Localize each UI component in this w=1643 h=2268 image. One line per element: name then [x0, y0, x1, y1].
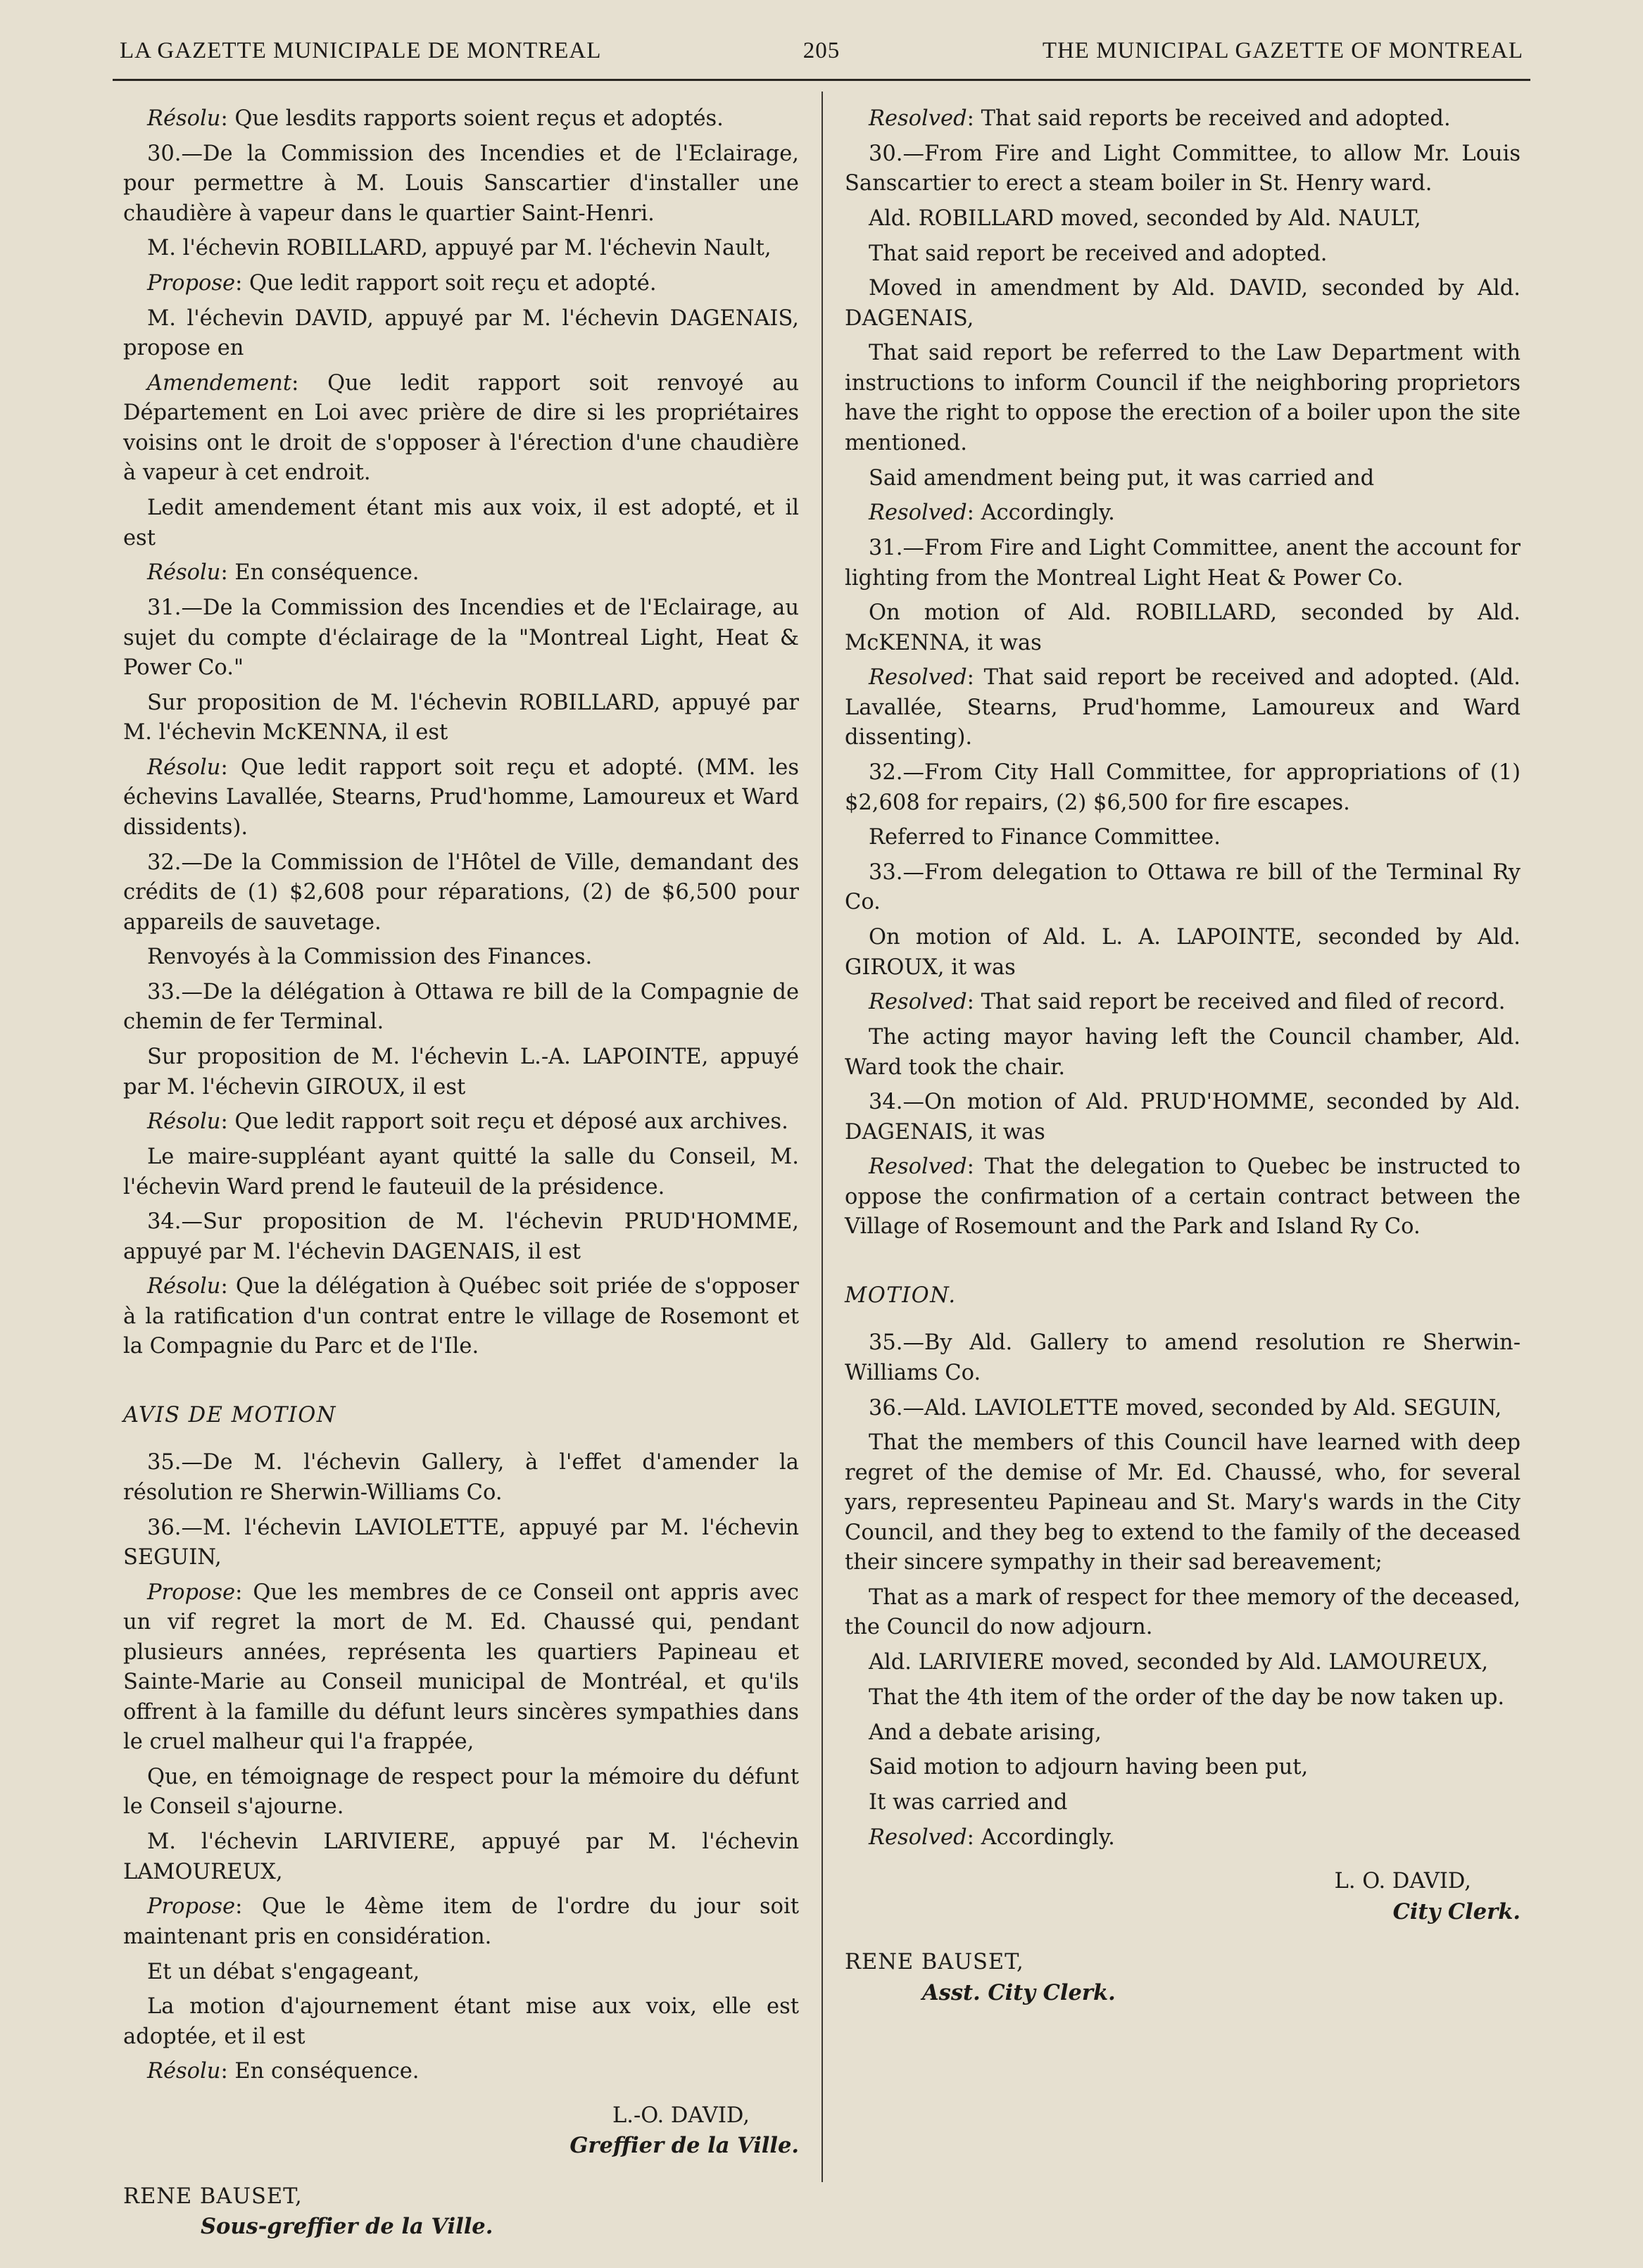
french-motions — [123, 1448, 799, 2087]
paragraph-text: : That said reports be received and adopted. — [967, 106, 1451, 131]
paragraph-text: Referred to Finance Committee. — [869, 825, 1221, 850]
paragraph-text: : That said report be received and filed of record. — [967, 990, 1506, 1015]
paragraph-text: That said report be received and adopted. — [869, 241, 1328, 266]
paragraph-text: It was carried and — [869, 1789, 1068, 1815]
paragraph-text: 31.—From Fire and Light Committee, anent the account for lighting from the Montreal Light Heat & Power Co. — [845, 536, 1521, 591]
paragraph-text: : Que la délégation à Québec soit priée de s'opposer à la ratification d'un contrat entre le village de Rosemont et la Compagnie du Parc et de l'Ile. — [123, 1274, 799, 1359]
french-assistant-signature — [123, 2182, 799, 2242]
english-section-title: MOTION. — [845, 1283, 957, 1308]
paragraph — [845, 1583, 1521, 1643]
paragraph — [123, 848, 799, 938]
paragraph — [845, 598, 1521, 658]
paragraph — [123, 139, 799, 229]
paragraph-text: 33.—De la délégation à Ottawa re bill de la Compagnie de chemin de fer Terminal. — [123, 979, 799, 1035]
paragraph — [845, 1788, 1521, 1818]
paragraph-text: 34.—On motion of Ald. PRUD'HOMME, seconded by Ald. DAGENAIS, it was — [845, 1090, 1521, 1145]
paragraph-text: 32.—De la Commission de l'Hôtel de Ville, demandant des crédits de (1) $2,608 pour réparations, (2) de $6,500 pour appareils de sauvetage. — [123, 850, 799, 935]
paragraph — [123, 269, 799, 299]
resolution-keyword: Propose — [147, 1894, 236, 1920]
paragraph — [845, 823, 1521, 853]
header-english-title: THE MUNICIPAL GAZETTE OF MONTREAL — [1042, 38, 1523, 63]
paragraph — [845, 1718, 1521, 1749]
paragraph — [845, 204, 1521, 234]
paragraph-text: : En conséquence. — [220, 2059, 420, 2084]
paragraph-text: Moved in amendment by Ald. DAVID, seconded by Ald. DAGENAIS, — [845, 276, 1521, 331]
paragraph-text: On motion of Ald. L. A. LAPOINTE, seconded by Ald. GIROUX, it was — [845, 925, 1521, 980]
paragraph — [845, 988, 1521, 1018]
english-column — [845, 104, 1521, 2008]
paragraph — [123, 978, 799, 1038]
paragraph — [845, 339, 1521, 458]
paragraph — [845, 1683, 1521, 1713]
english-assistant-signature — [845, 1948, 1521, 2008]
paragraph-text: That said report be referred to the Law Department with instructions to inform Council if the neighboring proprietors have the right to oppose the erection of a boiler upon the site mentioned. — [845, 341, 1521, 455]
paragraph — [845, 1328, 1521, 1388]
paragraph-text: M. l'échevin LARIVIERE, appuyé par M. l'échevin LAMOUREUX, — [123, 1829, 799, 1884]
paragraph — [845, 663, 1521, 753]
paragraph — [123, 753, 799, 843]
paragraph-text: : That the delegation to Quebec be instructed to oppose the confirmation of a certain contract between the Village of Rosemount and the Park and Island Ry Co. — [845, 1154, 1521, 1240]
paragraph-text: On motion of Ald. ROBILLARD, seconded by Ald. McKENNA, it was — [845, 600, 1521, 655]
resolution-keyword: Propose — [147, 1580, 236, 1605]
paragraph — [845, 1428, 1521, 1578]
paragraph — [845, 1152, 1521, 1242]
paragraph-text: 36.—Ald. LAVIOLETTE moved, seconded by Ald. SEGUIN, — [869, 1395, 1502, 1420]
paragraph — [123, 688, 799, 748]
paragraph-text: Ald. ROBILLARD moved, seconded by Ald. NAULT, — [869, 206, 1421, 231]
paragraph-text: : Que les membres de ce Conseil ont appris avec un vif regret la mort de M. Ed. Chaussé qui, pendant plusieurs années, représenta les quartiers Papineau et Sainte-Marie au Conseil municipal de Montréal, et qu'ils offrent à la famille du défunt leurs sincères sympathies dans le cruel malheur qui l'a frappée, — [123, 1580, 799, 1755]
resolution-keyword: Resolved — [869, 106, 967, 131]
resolution-keyword: Resolved — [869, 990, 967, 1015]
english-motions — [845, 1328, 1521, 1853]
paragraph-text: Le maire-suppléant ayant quitté la salle du Conseil, M. l'échevin Ward prend le fauteuil de la présidence. — [123, 1145, 799, 1199]
resolution-keyword: Propose — [147, 271, 236, 296]
paragraph — [123, 1448, 799, 1508]
paragraph — [123, 1042, 799, 1102]
resolution-keyword: Resolved — [869, 500, 967, 526]
header-rule — [113, 79, 1530, 81]
paragraph-text: That as a mark of respect for thee memory of the deceased, the Council do now adjourn. — [845, 1585, 1521, 1640]
paragraph — [123, 234, 799, 264]
paragraph-text: 35.—De M. l'échevin Gallery, à l'effet d'amender la résolution re Sherwin-Williams Co. — [123, 1450, 799, 1505]
paragraph — [123, 1578, 799, 1758]
paragraph — [123, 1142, 799, 1202]
clerk-title: Greffier de la Ville. — [569, 2133, 799, 2159]
paragraph — [123, 1958, 799, 1988]
paragraph — [845, 923, 1521, 983]
paragraph-text: 31.—De la Commission des Incendies et de l'Eclairage, au sujet du compte d'éclairage de la "Montreal Light, Heat & Power Co." — [123, 596, 799, 680]
paragraph — [123, 2057, 799, 2087]
running-header — [120, 38, 1523, 73]
paragraph-text: 33.—From delegation to Ottawa re bill of the Terminal Ry Co. — [845, 859, 1521, 915]
paragraph-text: 34.—Sur proposition de M. l'échevin PRUD'HOMME, appuyé par M. l'échevin DAGENAIS, il est — [123, 1209, 799, 1264]
paragraph — [845, 858, 1521, 918]
paragraph-text: Sur proposition de M. l'échevin ROBILLARD, appuyé par M. l'échevin McKENNA, il est — [123, 690, 799, 745]
assistant-clerk-title: Sous-greffier de la Ville. — [201, 2214, 493, 2240]
paragraph — [845, 1823, 1521, 1853]
paragraph-text: Ald. LARIVIERE moved, seconded by Ald. LAMOUREUX, — [869, 1650, 1489, 1675]
resolution-keyword: Résolu — [147, 106, 221, 131]
paragraph — [845, 1088, 1521, 1147]
paragraph-text: The acting mayor having left the Council chamber, Ald. Ward took the chair. — [845, 1025, 1521, 1080]
assistant-clerk-title: Asst. City Clerk. — [922, 1979, 1116, 2005]
paragraph-text: Et un débat s'engageant, — [147, 1959, 420, 1984]
paragraph-text: 30.—De la Commission des Incendies et de l'Eclairage, pour permettre à M. Louis Sanscartier d'installer une chaudière à vapeur dans le quartier Saint-Henri. — [123, 141, 799, 226]
paragraph — [845, 534, 1521, 593]
paragraph — [123, 1207, 799, 1267]
paragraph — [845, 1753, 1521, 1783]
paragraph — [845, 498, 1521, 529]
paragraph — [123, 943, 799, 973]
paragraph-text: And a debate arising, — [869, 1720, 1102, 1745]
paragraph-text: Said motion to adjourn having been put, — [869, 1755, 1309, 1780]
paragraph-text: : Accordingly. — [967, 500, 1115, 526]
resolution-keyword: Résolu — [147, 1109, 221, 1135]
paragraph — [845, 139, 1521, 199]
resolution-keyword: Resolved — [869, 665, 967, 691]
resolution-keyword: Resolved — [869, 1154, 967, 1180]
column-divider — [822, 92, 823, 2182]
paragraph-text: : Accordingly. — [967, 1825, 1115, 1850]
paragraph-text: : En conséquence. — [220, 560, 420, 586]
paragraph — [845, 104, 1521, 134]
paragraph-text: That the 4th item of the order of the day be now taken up. — [869, 1684, 1505, 1710]
paragraph — [123, 493, 799, 553]
paragraph — [123, 1272, 799, 1362]
english-minutes — [845, 104, 1521, 1242]
paragraph-text: 36.—M. l'échevin LAVIOLETTE, appuyé par M. l'échevin SEGUIN, — [123, 1515, 799, 1570]
paragraph-text: Renvoyés à la Commission des Finances. — [147, 945, 593, 970]
french-section-title: AVIS DE MOTION — [123, 1402, 336, 1428]
french-signature — [123, 2101, 799, 2161]
paragraph-text: That the members of this Council have learned with deep regret of the demise of Mr. Ed. Chaussé, who, for several yars, representeu Papineau and St. Mary's wards in the City Council, and they beg to extend to the family of the deceased their sincere sympathy in their sad bereavement; — [845, 1430, 1521, 1575]
paragraph-text: 30.—From Fire and Light Committee, to allow Mr. Louis Sanscartier to erect a steam boiler in St. Henry ward. — [845, 141, 1521, 196]
paragraph — [845, 1648, 1521, 1678]
french-minutes — [123, 104, 799, 1362]
paragraph — [123, 304, 799, 364]
paragraph — [845, 464, 1521, 494]
paragraph — [123, 558, 799, 588]
paragraph — [845, 274, 1521, 334]
english-signature — [845, 1867, 1521, 1927]
paragraph-text: 35.—By Ald. Gallery to amend resolution re Sherwin-Williams Co. — [845, 1330, 1521, 1385]
paragraph-text: : Que ledit rapport soit reçu et adopté. — [235, 271, 657, 296]
paragraph — [123, 1513, 799, 1573]
paragraph — [845, 239, 1521, 270]
paragraph-text: : Que le 4ème item de l'ordre du jour soit maintenant pris en considération. — [123, 1894, 799, 1949]
paragraph — [123, 104, 799, 134]
paragraph — [123, 1892, 799, 1952]
paragraph — [845, 1394, 1521, 1424]
paragraph-text: Said amendment being put, it was carried and — [869, 465, 1375, 491]
page-number: 205 — [802, 38, 841, 63]
header-french-title: LA GAZETTE MUNICIPALE DE MONTREAL — [120, 38, 602, 63]
paragraph-text: Sur proposition de M. l'échevin L.-A. LAPOINTE, appuyé par M. l'échevin GIROUX, il est — [123, 1045, 799, 1100]
clerk-name: L.-O. DAVID, — [612, 2103, 750, 2128]
french-column — [123, 104, 799, 2242]
paragraph-text: : That said report be received and adopted. (Ald. Lavallée, Stearns, Prud'homme, Lamoureux and Ward dissenting). — [845, 665, 1521, 750]
paragraph-text: M. l'échevin ROBILLARD, appuyé par M. l'échevin Nault, — [147, 236, 772, 261]
paragraph-text: Que, en témoignage de respect pour la mémoire du défunt le Conseil s'ajourne. — [123, 1764, 799, 1820]
paragraph-text: : Que ledit rapport soit reçu et adopté. (MM. les échevins Lavallée, Stearns, Prud'homme, Lamoureux et Ward dissidents). — [123, 755, 799, 840]
paragraph — [123, 1763, 799, 1822]
resolution-keyword: Résolu — [147, 2059, 221, 2084]
paragraph — [123, 1827, 799, 1887]
resolution-keyword: Resolved — [869, 1825, 967, 1850]
paragraph-text: : Que ledit rapport soit reçu et déposé aux archives. — [220, 1109, 788, 1135]
assistant-clerk-name: RENE BAUSET, — [123, 2184, 303, 2209]
paragraph — [845, 758, 1521, 818]
paragraph — [123, 593, 799, 683]
paragraph — [123, 1992, 799, 2052]
resolution-keyword: Résolu — [147, 560, 221, 586]
paragraph-text: : Que ledit rapport soit renvoyé au Département en Loi avec prière de dire si les propriétaires voisins ont le droit de s'opposer à l'érection d'une chaudière à vapeur à cet endroit. — [123, 370, 799, 486]
paragraph-text: La motion d'ajournement étant mise aux voix, elle est adoptée, et il est — [123, 1994, 799, 2049]
paragraph — [123, 1107, 799, 1138]
paragraph-text: 32.—From City Hall Committee, for appropriations of (1) $2,608 for repairs, (2) $6,500 for fire escapes. — [845, 760, 1521, 815]
resolution-keyword: Résolu — [147, 1274, 221, 1299]
resolution-keyword: Résolu — [147, 755, 221, 780]
assistant-clerk-name: RENE BAUSET, — [845, 1950, 1024, 1975]
paragraph-text: : Que lesdits rapports soient reçus et adoptés. — [220, 106, 724, 131]
resolution-keyword: Amendement — [147, 370, 292, 396]
paragraph — [123, 369, 799, 489]
clerk-title: City Clerk. — [1392, 1898, 1521, 1924]
paragraph-text: Ledit amendement étant mis aux voix, il est adopté, et il est — [123, 496, 799, 550]
paragraph-text: M. l'échevin DAVID, appuyé par M. l'échevin DAGENAIS, propose en — [123, 305, 799, 361]
paragraph — [845, 1023, 1521, 1083]
clerk-name: L. O. DAVID, — [1334, 1869, 1471, 1894]
